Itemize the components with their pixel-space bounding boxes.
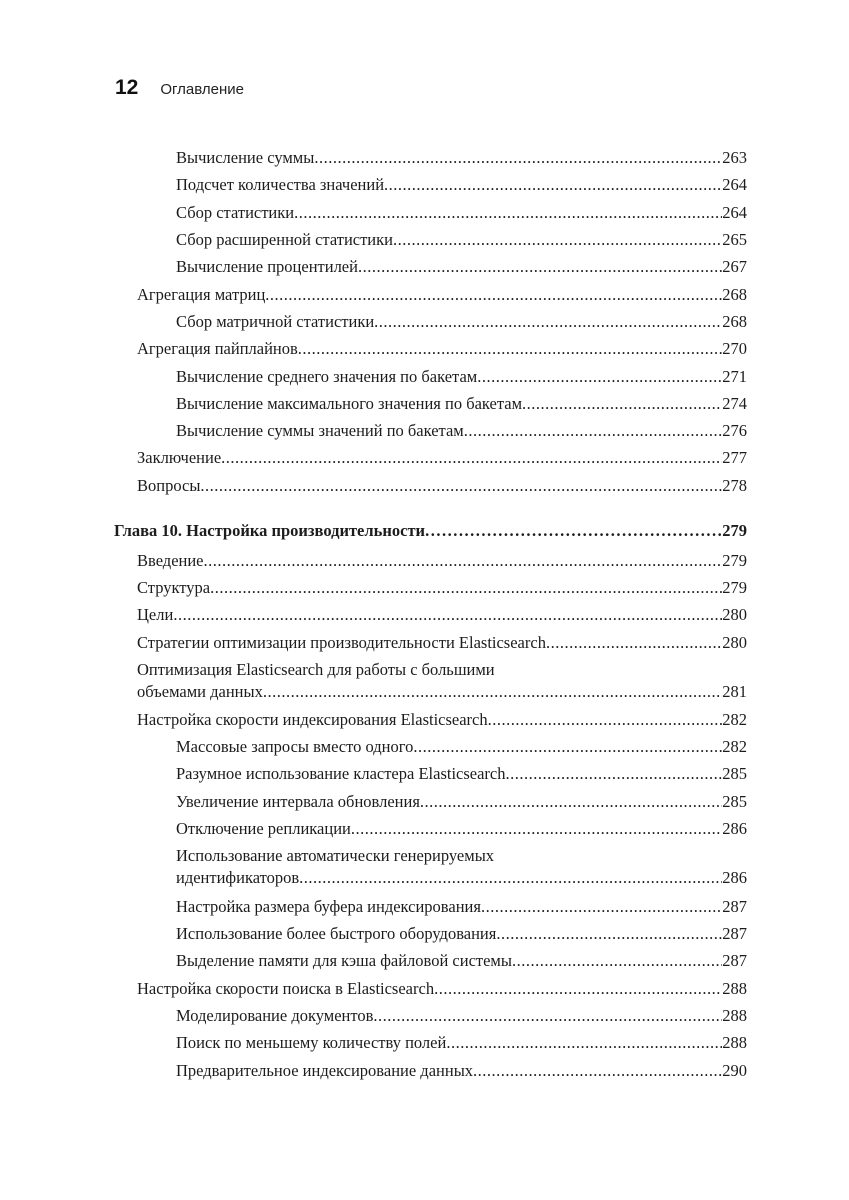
toc-entry-label: Отключение репликации (176, 819, 351, 838)
toc-entry-label: Настройка размера буфера индексирования (176, 897, 481, 916)
toc-entry-page: 287 (722, 924, 747, 943)
dot-leader (373, 1005, 722, 1026)
toc-entry-label: Настройка скорости поиска в Elasticsearch (137, 979, 435, 998)
toc-entry[interactable] (176, 896, 747, 917)
toc-entry-page: 287 (722, 951, 747, 970)
toc-entry[interactable] (137, 632, 747, 653)
toc-entry-page: 287 (722, 897, 747, 916)
toc-entry[interactable] (176, 202, 747, 223)
toc-entry[interactable] (176, 311, 747, 332)
dot-leader (473, 1060, 722, 1081)
dot-leader (204, 550, 723, 571)
toc-entry-label: Вопросы (137, 476, 201, 495)
toc-entry[interactable] (137, 978, 747, 999)
toc-entry[interactable] (176, 736, 747, 757)
toc-entry-label: Массовые запросы вместо одного (176, 737, 414, 756)
toc-entry-page: 267 (722, 257, 747, 276)
toc-entry-label-line1: Использование автоматически генерируемых (176, 846, 495, 865)
toc-entry-label: Вычисление среднего значения по бакетам (176, 367, 478, 386)
toc-entry[interactable] (176, 366, 747, 387)
toc-entry-page: 264 (722, 175, 747, 194)
dot-leader (446, 1032, 722, 1053)
toc-entry-label-line1: Оптимизация Elasticsearch для работы с большими (137, 660, 495, 679)
toc-entry[interactable] (176, 818, 747, 839)
toc-entry-label: Выделение памяти для кэша файловой системы (176, 951, 512, 970)
toc-entry-label: Подсчет количества значений (176, 175, 385, 194)
toc-entry-page: 288 (722, 1006, 747, 1025)
dot-leader (546, 632, 722, 653)
toc-chapter-heading[interactable] (114, 520, 747, 541)
dot-leader (200, 475, 722, 496)
toc-entry-label-line2: идентификаторов (176, 868, 300, 887)
running-title: Оглавление (160, 81, 244, 98)
toc-entry-page: 270 (722, 339, 747, 358)
toc-entry-page: 281 (722, 682, 747, 701)
toc-entry[interactable] (137, 475, 747, 496)
toc-entry[interactable] (176, 950, 747, 971)
dot-leader (210, 577, 722, 598)
toc-entry[interactable] (176, 763, 747, 784)
toc-entry[interactable] (176, 393, 747, 414)
toc-entry-page: 264 (722, 203, 747, 222)
toc-entry-label: Вычисление процентилей (176, 257, 358, 276)
toc-entry-label: Сбор расширенной статистики (176, 230, 393, 249)
toc-entry-label: Увеличение интервала обновления (176, 792, 420, 811)
toc-entry[interactable] (176, 256, 747, 277)
toc-entry-page: 279 (722, 551, 747, 570)
dot-leader (384, 174, 722, 195)
toc-entry[interactable] (137, 659, 747, 702)
toc-entry-label: Использование более быстрого оборудования (176, 924, 497, 943)
dot-leader (314, 147, 722, 168)
toc-entry-label: Вычисление максимального значения по бакетам (176, 394, 523, 413)
toc-entry-label: Поиск по меньшему количеству полей (176, 1033, 447, 1052)
toc-entry-page: 285 (722, 764, 747, 783)
toc-entry[interactable] (137, 338, 747, 359)
dot-leader (464, 420, 723, 441)
toc-entry-label: Моделирование документов (176, 1006, 374, 1025)
dot-leader (298, 338, 722, 359)
toc-entry-page: 279 (722, 578, 747, 597)
toc-entry[interactable] (137, 550, 747, 571)
toc-entry[interactable] (176, 845, 747, 888)
toc-entry-page: 274 (722, 394, 747, 413)
dot-leader (265, 284, 722, 305)
dot-leader (512, 950, 722, 971)
toc-entry-label: Заключение (137, 448, 222, 467)
dot-leader (425, 520, 722, 541)
dot-leader (434, 978, 722, 999)
toc-entry[interactable] (176, 1005, 747, 1026)
dot-leader (413, 736, 722, 757)
toc-entry-label: Сбор статистики (176, 203, 295, 222)
toc-entry[interactable] (137, 709, 747, 730)
toc-entry[interactable] (176, 174, 747, 195)
dot-leader (477, 366, 722, 387)
dot-leader (294, 202, 722, 223)
toc-entry-page: 282 (722, 710, 747, 729)
page-number: 12 (115, 76, 139, 99)
toc-entry-label: Вычисление суммы значений по бакетам (176, 421, 464, 440)
dot-leader (393, 229, 722, 250)
dot-leader (481, 896, 722, 917)
toc-entry-page: 268 (722, 312, 747, 331)
toc-entry-page: 282 (722, 737, 747, 756)
toc-entry-label: Структура (137, 578, 211, 597)
toc-entry-page: 285 (722, 792, 747, 811)
toc-entry[interactable] (137, 577, 747, 598)
dot-leader (522, 393, 722, 414)
toc-entry[interactable] (176, 147, 747, 168)
toc-entry-page: 271 (722, 367, 747, 386)
toc-entry[interactable] (137, 604, 747, 625)
toc-entry-page: 278 (722, 476, 747, 495)
toc-entry-label: Вычисление суммы (176, 148, 315, 167)
toc-entry-page: 286 (722, 819, 747, 838)
dot-leader (420, 791, 722, 812)
toc-chapter-label: Глава 10. Настройка производительности (114, 521, 426, 540)
toc-entry-page: 286 (722, 868, 747, 887)
toc-entry-label: Введение (137, 551, 204, 570)
toc-entry-label: Стратегии оптимизации производительности Elasticsearch (137, 633, 546, 652)
dot-leader (299, 867, 722, 888)
dot-leader (358, 256, 722, 277)
toc-entry-label: Сбор матричной статистики (176, 312, 375, 331)
dot-leader (488, 709, 723, 730)
toc-entry-page: 276 (722, 421, 747, 440)
toc-entry-page: 280 (722, 633, 747, 652)
dot-leader (221, 447, 722, 468)
toc-entry-page: 280 (722, 605, 747, 624)
toc-entry-page: 279 (722, 521, 747, 540)
toc-entry-label-line2: объемами данных (137, 682, 263, 701)
toc-entry-page: 288 (722, 979, 747, 998)
toc-entry[interactable] (176, 1032, 747, 1053)
toc-entry-label: Агрегация пайплайнов (137, 339, 298, 358)
toc-entry-page: 268 (722, 285, 747, 304)
toc-entry[interactable] (176, 1060, 747, 1081)
toc-entry-label: Предварительное индексирование данных (176, 1061, 474, 1080)
toc-entry-label: Разумное использование кластера Elasticsearch (176, 764, 506, 783)
toc-entry-page: 290 (722, 1061, 747, 1080)
toc-entry[interactable] (176, 791, 747, 812)
toc-entry[interactable] (137, 284, 747, 305)
toc-entry-label: Цели (137, 605, 174, 624)
toc-entry[interactable] (176, 420, 747, 441)
dot-leader (496, 923, 722, 944)
dot-leader (351, 818, 722, 839)
toc-entry-page: 277 (722, 448, 747, 467)
toc-entry-label: Настройка скорости индексирования Elasticsearch (137, 710, 488, 729)
toc-entry[interactable] (137, 447, 747, 468)
toc-entry-label: Агрегация матриц (137, 285, 266, 304)
toc-entry-page: 288 (722, 1033, 747, 1052)
toc-entry[interactable] (176, 229, 747, 250)
dot-leader (173, 604, 722, 625)
dot-leader (374, 311, 722, 332)
toc-entry-page: 263 (722, 148, 747, 167)
toc-entry[interactable] (176, 923, 747, 944)
dot-leader (263, 681, 722, 702)
dot-leader (506, 763, 723, 784)
toc-entry-page: 265 (722, 230, 747, 249)
